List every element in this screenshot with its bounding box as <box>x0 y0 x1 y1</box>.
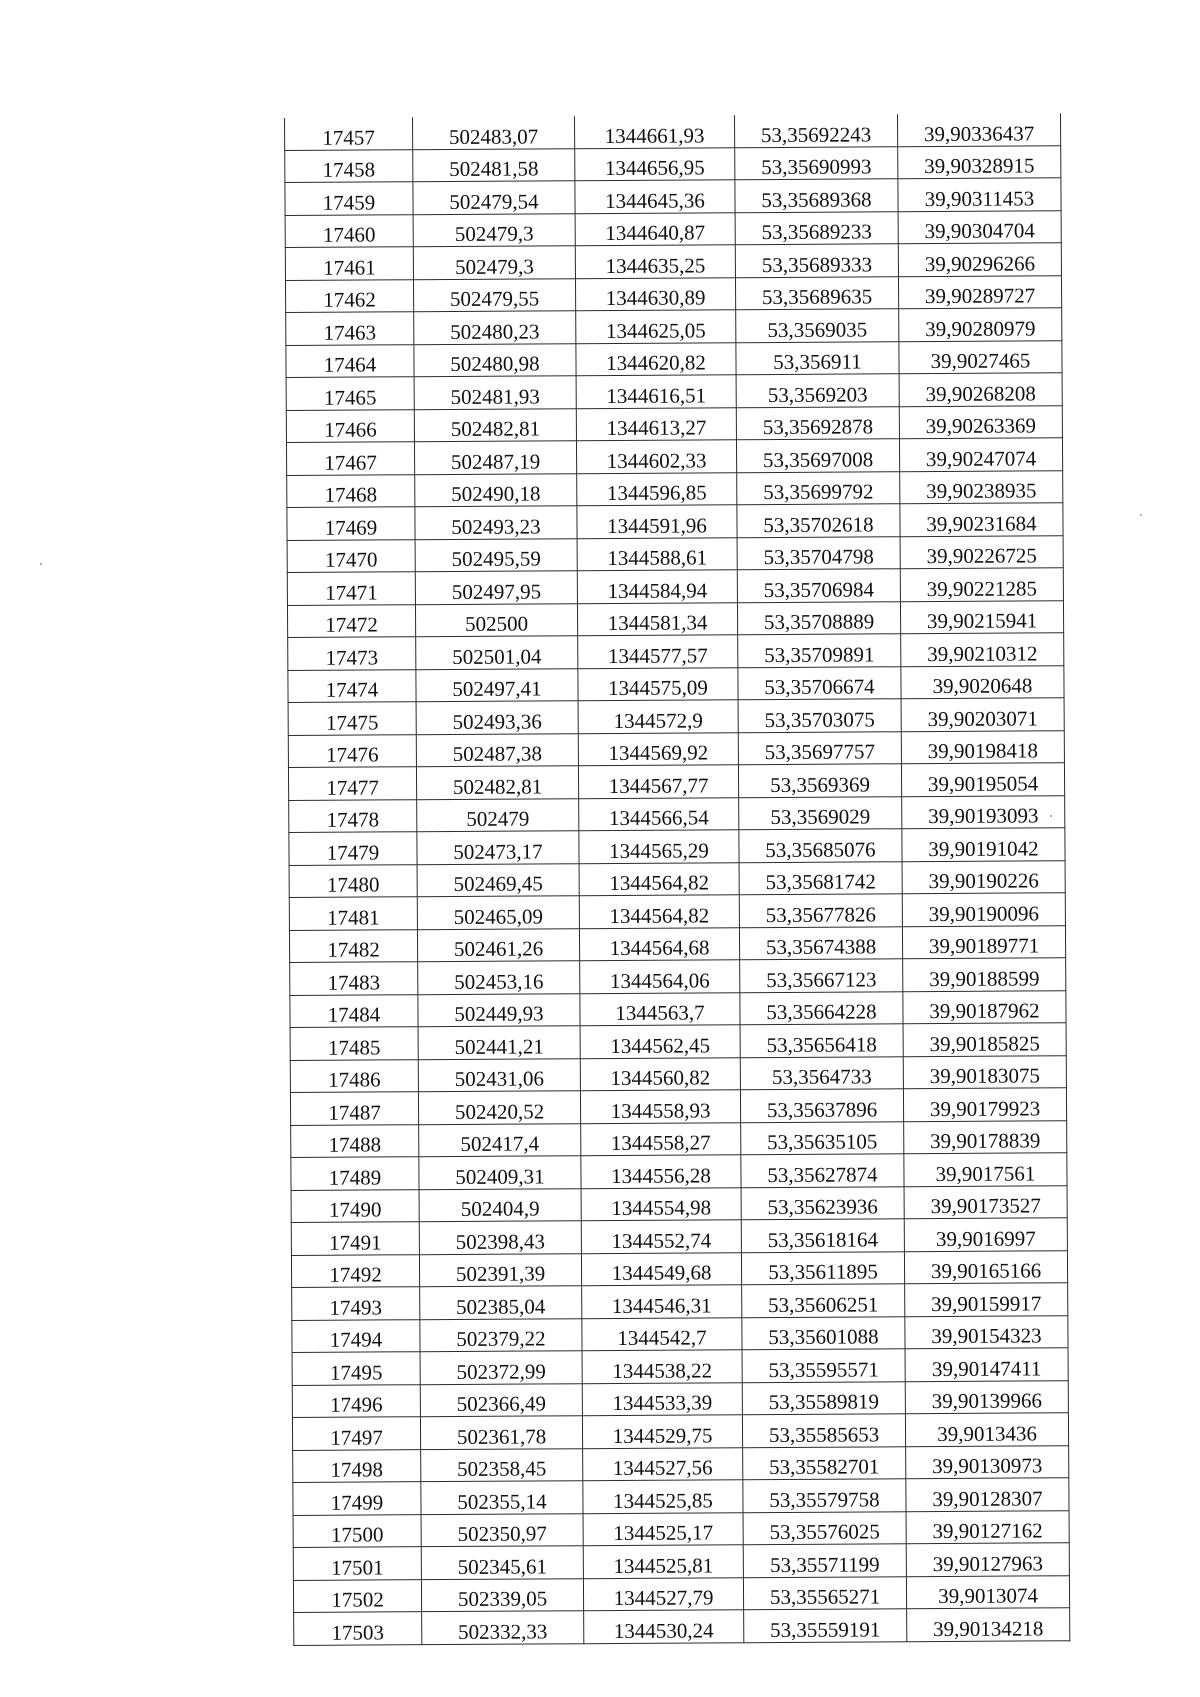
table-row <box>288 730 1064 767</box>
point-number-cell: 17475 <box>288 702 416 735</box>
point-number-cell: 17459 <box>285 182 413 215</box>
longitude-cell: 39,90304704 <box>898 210 1061 243</box>
latitude-cell: 53,35706674 <box>738 666 901 699</box>
table-row <box>293 1445 1069 1482</box>
longitude-cell: 39,9017561 <box>904 1153 1067 1186</box>
y-coordinate-cell: 1344556,28 <box>581 1155 741 1188</box>
longitude-cell: 39,90289727 <box>898 275 1061 308</box>
point-number-cell: 17493 <box>292 1287 420 1320</box>
longitude-cell: 39,90247074 <box>899 438 1062 471</box>
y-coordinate-cell: 1344527,56 <box>583 1447 743 1480</box>
point-number-cell: 17477 <box>288 767 416 800</box>
point-number-cell: 17462 <box>285 279 413 312</box>
x-coordinate-cell: 502404,9 <box>419 1188 581 1221</box>
latitude-cell: 53,35656418 <box>740 1024 903 1057</box>
y-coordinate-cell: 1344560,82 <box>580 1057 740 1090</box>
latitude-cell: 53,35677826 <box>739 894 902 927</box>
y-coordinate-cell: 1344565,29 <box>579 830 739 863</box>
table-row <box>290 1055 1066 1092</box>
longitude-cell: 39,90203071 <box>901 698 1064 731</box>
x-coordinate-cell: 502473,17 <box>417 831 579 864</box>
x-coordinate-cell: 502500 <box>415 603 577 636</box>
latitude-cell: 53,35690993 <box>735 146 898 179</box>
table-row <box>290 1088 1066 1125</box>
longitude-cell: 39,90210312 <box>901 633 1064 666</box>
x-coordinate-cell: 502479,3 <box>413 246 575 279</box>
table-row <box>288 665 1064 702</box>
y-coordinate-cell: 1344530,24 <box>584 1610 744 1643</box>
longitude-cell: 39,9013074 <box>906 1575 1069 1608</box>
latitude-cell: 53,35689368 <box>735 179 898 212</box>
table-row <box>291 1250 1067 1287</box>
longitude-cell: 39,90263369 <box>899 405 1062 438</box>
x-coordinate-cell: 502469,45 <box>417 863 579 896</box>
y-coordinate-cell: 1344656,95 <box>575 147 735 180</box>
point-number-cell: 17498 <box>293 1449 421 1482</box>
y-coordinate-cell: 1344596,85 <box>577 472 737 505</box>
table-row <box>292 1413 1068 1450</box>
point-number-cell: 17481 <box>289 897 417 930</box>
latitude-cell: 53,35702618 <box>737 504 900 537</box>
y-coordinate-cell: 1344567,77 <box>578 765 738 798</box>
scan-speck <box>1140 514 1142 516</box>
latitude-cell: 53,35585653 <box>742 1414 905 1447</box>
x-coordinate-cell: 502487,19 <box>414 441 576 474</box>
table-row <box>286 438 1062 475</box>
coordinates-table-body <box>285 113 1070 1645</box>
latitude-cell: 53,3569369 <box>738 764 901 797</box>
y-coordinate-cell: 1344529,75 <box>582 1415 742 1448</box>
y-coordinate-cell: 1344630,89 <box>575 277 735 310</box>
point-number-cell: 17489 <box>291 1157 419 1190</box>
y-coordinate-cell: 1344533,39 <box>582 1382 742 1415</box>
point-number-cell: 17465 <box>286 377 414 410</box>
x-coordinate-cell: 502339,05 <box>421 1578 583 1611</box>
table-row <box>289 925 1065 962</box>
y-coordinate-cell: 1344581,34 <box>577 602 737 635</box>
x-coordinate-cell: 502493,23 <box>415 506 577 539</box>
longitude-cell: 39,90190096 <box>902 893 1065 926</box>
x-coordinate-cell: 502366,49 <box>420 1383 582 1416</box>
longitude-cell: 39,90280979 <box>899 308 1062 341</box>
x-coordinate-cell: 502480,98 <box>414 343 576 376</box>
latitude-cell: 53,35559191 <box>744 1609 907 1642</box>
longitude-cell: 39,90311453 <box>898 178 1061 211</box>
x-coordinate-cell: 502479,54 <box>413 181 575 214</box>
latitude-cell: 53,3569035 <box>736 309 899 342</box>
x-coordinate-cell: 502355,14 <box>421 1481 583 1514</box>
point-number-cell: 17476 <box>288 734 416 767</box>
table-row <box>290 958 1066 995</box>
table-row <box>294 1608 1070 1645</box>
x-coordinate-cell: 502361,78 <box>420 1416 582 1449</box>
table-row <box>293 1510 1069 1547</box>
table-row <box>292 1348 1068 1385</box>
x-coordinate-cell: 502482,81 <box>416 766 578 799</box>
latitude-cell: 53,35667123 <box>740 959 903 992</box>
point-number-cell: 17463 <box>286 312 414 345</box>
y-coordinate-cell: 1344562,45 <box>580 1025 740 1058</box>
y-coordinate-cell: 1344616,51 <box>576 375 736 408</box>
table-row <box>293 1543 1069 1580</box>
point-number-cell: 17496 <box>292 1384 420 1417</box>
longitude-cell: 39,90198418 <box>901 730 1064 763</box>
table-row <box>286 405 1062 442</box>
latitude-cell: 53,35582701 <box>743 1446 906 1479</box>
table-row <box>286 308 1062 345</box>
y-coordinate-cell: 1344546,31 <box>582 1285 742 1318</box>
x-coordinate-cell: 502449,93 <box>418 993 580 1026</box>
point-number-cell: 17483 <box>290 962 418 995</box>
longitude-cell: 39,9013436 <box>905 1413 1068 1446</box>
longitude-cell: 39,90195054 <box>901 763 1064 796</box>
x-coordinate-cell: 502332,33 <box>422 1611 584 1644</box>
y-coordinate-cell: 1344564,82 <box>579 895 739 928</box>
latitude-cell: 53,35595571 <box>742 1349 905 1382</box>
coordinates-table <box>284 113 1070 1645</box>
x-coordinate-cell: 502461,26 <box>417 928 579 961</box>
point-number-cell: 17478 <box>289 799 417 832</box>
point-number-cell: 17464 <box>286 344 414 377</box>
x-coordinate-cell: 502479,3 <box>413 213 575 246</box>
y-coordinate-cell: 1344577,57 <box>578 635 738 668</box>
y-coordinate-cell: 1344542,7 <box>582 1317 742 1350</box>
longitude-cell: 39,90193093 <box>902 795 1065 828</box>
latitude-cell: 53,35601088 <box>742 1316 905 1349</box>
point-number-cell: 17474 <box>288 669 416 702</box>
x-coordinate-cell: 502479 <box>417 798 579 831</box>
x-coordinate-cell: 502497,41 <box>416 668 578 701</box>
point-number-cell: 17487 <box>290 1092 418 1125</box>
latitude-cell: 53,35708889 <box>737 601 900 634</box>
y-coordinate-cell: 1344635,25 <box>575 245 735 278</box>
latitude-cell: 53,35627874 <box>741 1154 904 1187</box>
table-row <box>285 113 1061 150</box>
latitude-cell: 53,35685076 <box>739 829 902 862</box>
x-coordinate-cell: 502398,43 <box>419 1221 581 1254</box>
point-number-cell: 17470 <box>287 539 415 572</box>
table-row <box>285 145 1061 182</box>
table-row <box>287 503 1063 540</box>
x-coordinate-cell: 502409,31 <box>419 1156 581 1189</box>
y-coordinate-cell: 1344584,94 <box>577 570 737 603</box>
latitude-cell: 53,35704798 <box>737 536 900 569</box>
point-number-cell: 17460 <box>285 214 413 247</box>
longitude-cell: 39,90336437 <box>897 113 1060 146</box>
table-row <box>289 893 1065 930</box>
x-coordinate-cell: 502391,39 <box>419 1253 581 1286</box>
table-row <box>290 1023 1066 1060</box>
latitude-cell: 53,35623936 <box>741 1186 904 1219</box>
x-coordinate-cell: 502441,21 <box>418 1026 580 1059</box>
scan-speck <box>1050 815 1052 817</box>
point-number-cell: 17492 <box>291 1254 419 1287</box>
latitude-cell: 53,35709891 <box>738 634 901 667</box>
table-row <box>288 763 1064 800</box>
table-row <box>287 568 1063 605</box>
x-coordinate-cell: 502420,52 <box>418 1091 580 1124</box>
y-coordinate-cell: 1344525,81 <box>583 1545 743 1578</box>
longitude-cell: 39,90185825 <box>903 1023 1066 1056</box>
latitude-cell: 53,35576025 <box>743 1511 906 1544</box>
latitude-cell: 53,35674388 <box>739 926 902 959</box>
point-number-cell: 17458 <box>285 149 413 182</box>
longitude-cell: 39,90226725 <box>900 535 1063 568</box>
latitude-cell: 53,35565271 <box>743 1576 906 1609</box>
longitude-cell: 39,90296266 <box>898 243 1061 276</box>
y-coordinate-cell: 1344613,27 <box>576 407 736 440</box>
scan-speck <box>40 563 42 565</box>
longitude-cell: 39,90127162 <box>906 1510 1069 1543</box>
y-coordinate-cell: 1344569,92 <box>578 732 738 765</box>
latitude-cell: 53,35697008 <box>736 439 899 472</box>
point-number-cell: 17502 <box>293 1579 421 1612</box>
latitude-cell: 53,35692243 <box>734 114 897 147</box>
table-row <box>285 178 1061 215</box>
longitude-cell: 39,90191042 <box>902 828 1065 861</box>
point-number-cell: 17473 <box>288 637 416 670</box>
y-coordinate-cell: 1344564,68 <box>579 927 739 960</box>
y-coordinate-cell: 1344602,33 <box>576 440 736 473</box>
x-coordinate-cell: 502493,36 <box>416 701 578 734</box>
latitude-cell: 53,35697757 <box>738 731 901 764</box>
x-coordinate-cell: 502481,93 <box>414 376 576 409</box>
longitude-cell: 39,90173527 <box>904 1185 1067 1218</box>
y-coordinate-cell: 1344625,05 <box>576 310 736 343</box>
y-coordinate-cell: 1344591,96 <box>577 505 737 538</box>
latitude-cell: 53,356911 <box>736 341 899 374</box>
table-row <box>289 860 1065 897</box>
latitude-cell: 53,35699792 <box>737 471 900 504</box>
latitude-cell: 53,3569029 <box>739 796 902 829</box>
point-number-cell: 17467 <box>286 442 414 475</box>
x-coordinate-cell: 502497,95 <box>415 571 577 604</box>
point-number-cell: 17482 <box>289 929 417 962</box>
y-coordinate-cell: 1344549,68 <box>581 1252 741 1285</box>
longitude-cell: 39,9016997 <box>904 1218 1067 1251</box>
x-coordinate-cell: 502431,06 <box>418 1058 580 1091</box>
longitude-cell: 39,90139966 <box>905 1380 1068 1413</box>
x-coordinate-cell: 502453,16 <box>418 961 580 994</box>
table-row <box>293 1575 1069 1612</box>
x-coordinate-cell: 502379,22 <box>420 1318 582 1351</box>
longitude-cell: 39,90187962 <box>903 990 1066 1023</box>
table-row <box>291 1153 1067 1190</box>
point-number-cell: 17484 <box>290 994 418 1027</box>
x-coordinate-cell: 502482,81 <box>414 408 576 441</box>
longitude-cell: 39,9020648 <box>901 665 1064 698</box>
y-coordinate-cell: 1344588,61 <box>577 537 737 570</box>
point-number-cell: 17480 <box>289 864 417 897</box>
latitude-cell: 53,3564733 <box>740 1056 903 1089</box>
table-row <box>286 340 1062 377</box>
longitude-cell: 39,90179923 <box>903 1088 1066 1121</box>
point-number-cell: 17503 <box>294 1612 422 1645</box>
table-row <box>293 1478 1069 1515</box>
point-number-cell: 17491 <box>291 1222 419 1255</box>
y-coordinate-cell: 1344661,93 <box>574 115 734 148</box>
latitude-cell: 53,35637896 <box>740 1089 903 1122</box>
point-number-cell: 17472 <box>287 604 415 637</box>
longitude-cell: 39,90221285 <box>900 568 1063 601</box>
point-number-cell: 17479 <box>289 832 417 865</box>
table-row <box>291 1120 1067 1157</box>
point-number-cell: 17499 <box>293 1482 421 1515</box>
table-row <box>285 243 1061 280</box>
point-number-cell: 17495 <box>292 1352 420 1385</box>
longitude-cell: 39,90268208 <box>899 373 1062 406</box>
table-row <box>291 1185 1067 1222</box>
y-coordinate-cell: 1344640,87 <box>575 212 735 245</box>
longitude-cell: 39,90238935 <box>900 470 1063 503</box>
longitude-cell: 39,90215941 <box>900 600 1063 633</box>
latitude-cell: 53,3569203 <box>736 374 899 407</box>
latitude-cell: 53,35692878 <box>736 406 899 439</box>
point-number-cell: 17469 <box>287 507 415 540</box>
table-row <box>286 373 1062 410</box>
table-row <box>287 535 1063 572</box>
longitude-cell: 39,90127963 <box>906 1543 1069 1576</box>
point-number-cell: 17486 <box>290 1059 418 1092</box>
point-number-cell: 17500 <box>293 1514 421 1547</box>
longitude-cell: 39,90154323 <box>905 1315 1068 1348</box>
table-row <box>287 470 1063 507</box>
table-row <box>292 1283 1068 1320</box>
table-row <box>290 990 1066 1027</box>
x-coordinate-cell: 502501,04 <box>416 636 578 669</box>
x-coordinate-cell: 502372,99 <box>420 1351 582 1384</box>
longitude-cell: 39,9027465 <box>899 340 1062 373</box>
point-number-cell: 17490 <box>291 1189 419 1222</box>
table-row <box>288 633 1064 670</box>
y-coordinate-cell: 1344645,36 <box>575 180 735 213</box>
point-number-cell: 17488 <box>291 1124 419 1157</box>
table-row <box>292 1380 1068 1417</box>
point-number-cell: 17471 <box>287 572 415 605</box>
longitude-cell: 39,90328915 <box>898 145 1061 178</box>
longitude-cell: 39,90190226 <box>902 860 1065 893</box>
longitude-cell: 39,90231684 <box>900 503 1063 536</box>
x-coordinate-cell: 502495,59 <box>415 538 577 571</box>
x-coordinate-cell: 502345,61 <box>421 1546 583 1579</box>
y-coordinate-cell: 1344554,98 <box>581 1187 741 1220</box>
y-coordinate-cell: 1344564,82 <box>579 862 739 895</box>
longitude-cell: 39,90183075 <box>903 1055 1066 1088</box>
point-number-cell: 17466 <box>286 409 414 442</box>
latitude-cell: 53,35689635 <box>735 276 898 309</box>
latitude-cell: 53,35689233 <box>735 211 898 244</box>
table-row <box>292 1315 1068 1352</box>
y-coordinate-cell: 1344620,82 <box>576 342 736 375</box>
y-coordinate-cell: 1344558,93 <box>580 1090 740 1123</box>
latitude-cell: 53,35579758 <box>743 1479 906 1512</box>
longitude-cell: 39,90128307 <box>906 1478 1069 1511</box>
latitude-cell: 53,35635105 <box>741 1121 904 1154</box>
table-row <box>285 275 1061 312</box>
point-number-cell: 17485 <box>290 1027 418 1060</box>
x-coordinate-cell: 502479,55 <box>413 278 575 311</box>
point-number-cell: 17468 <box>287 474 415 507</box>
table-row <box>288 698 1064 735</box>
latitude-cell: 53,35706984 <box>737 569 900 602</box>
point-number-cell: 17457 <box>285 117 413 150</box>
longitude-cell: 39,90130973 <box>906 1445 1069 1478</box>
longitude-cell: 39,90189771 <box>902 925 1065 958</box>
point-number-cell: 17461 <box>285 247 413 280</box>
point-number-cell: 17494 <box>292 1319 420 1352</box>
x-coordinate-cell: 502481,58 <box>413 148 575 181</box>
table-row <box>285 210 1061 247</box>
y-coordinate-cell: 1344564,06 <box>580 960 740 993</box>
latitude-cell: 53,35571199 <box>743 1544 906 1577</box>
y-coordinate-cell: 1344525,85 <box>583 1480 743 1513</box>
latitude-cell: 53,35703075 <box>738 699 901 732</box>
x-coordinate-cell: 502483,07 <box>412 116 574 149</box>
table-row <box>289 828 1065 865</box>
longitude-cell: 39,90147411 <box>905 1348 1068 1381</box>
latitude-cell: 53,35606251 <box>742 1284 905 1317</box>
x-coordinate-cell: 502385,04 <box>420 1286 582 1319</box>
y-coordinate-cell: 1344575,09 <box>578 667 738 700</box>
latitude-cell: 53,35589819 <box>742 1381 905 1414</box>
x-coordinate-cell: 502417,4 <box>419 1123 581 1156</box>
table-row <box>289 795 1065 832</box>
table-row <box>291 1218 1067 1255</box>
latitude-cell: 53,35689333 <box>735 244 898 277</box>
latitude-cell: 53,35611895 <box>741 1251 904 1284</box>
x-coordinate-cell: 502465,09 <box>417 896 579 929</box>
x-coordinate-cell: 502480,23 <box>414 311 576 344</box>
point-number-cell: 17501 <box>293 1547 421 1580</box>
x-coordinate-cell: 502358,45 <box>421 1448 583 1481</box>
y-coordinate-cell: 1344572,9 <box>578 700 738 733</box>
y-coordinate-cell: 1344525,17 <box>583 1512 743 1545</box>
y-coordinate-cell: 1344538,22 <box>582 1350 742 1383</box>
latitude-cell: 53,35618164 <box>741 1219 904 1252</box>
latitude-cell: 53,35681742 <box>739 861 902 894</box>
x-coordinate-cell: 502487,38 <box>416 733 578 766</box>
table-row <box>287 600 1063 637</box>
y-coordinate-cell: 1344552,74 <box>581 1220 741 1253</box>
y-coordinate-cell: 1344566,54 <box>579 797 739 830</box>
longitude-cell: 39,90165166 <box>904 1250 1067 1283</box>
latitude-cell: 53,35664228 <box>740 991 903 1024</box>
longitude-cell: 39,90188599 <box>903 958 1066 991</box>
y-coordinate-cell: 1344558,27 <box>581 1122 741 1155</box>
x-coordinate-cell: 502350,97 <box>421 1513 583 1546</box>
x-coordinate-cell: 502490,18 <box>415 473 577 506</box>
y-coordinate-cell: 1344527,79 <box>583 1577 743 1610</box>
point-number-cell: 17497 <box>292 1417 420 1450</box>
longitude-cell: 39,90159917 <box>905 1283 1068 1316</box>
longitude-cell: 39,90178839 <box>904 1120 1067 1153</box>
y-coordinate-cell: 1344563,7 <box>580 992 740 1025</box>
longitude-cell: 39,90134218 <box>907 1608 1070 1641</box>
